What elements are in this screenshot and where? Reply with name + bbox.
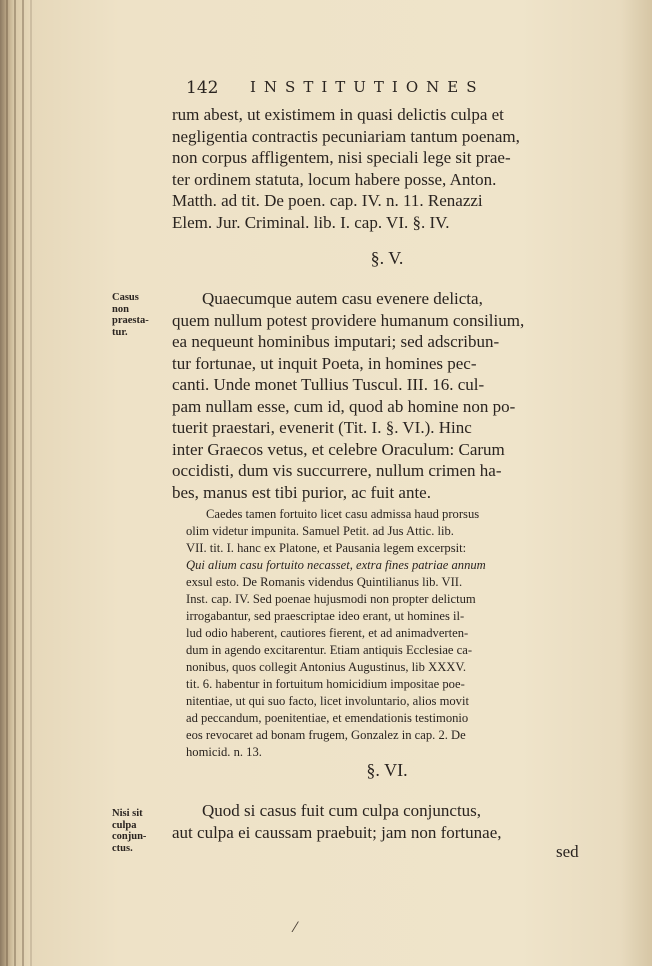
footnote-line: Caedes tamen fortuito licet casu admissa haud prorsus xyxy=(206,507,480,521)
text-line: bes, manus est tibi purior, ac fuit ante. xyxy=(172,482,431,502)
footnote-line: lud odio haberent, cautiores fierent, et ad animadverten- xyxy=(186,626,469,640)
footnote-line: olim videtur impunita. Samuel Petit. ad Jus Attic. lib. xyxy=(186,524,454,538)
text-block-section-5 xyxy=(172,288,602,503)
margin-note-line: praesta- xyxy=(112,315,149,326)
footnote-line: irrogabantur, sed praescriptae ideo erant, ut homines il- xyxy=(186,609,465,623)
margin-note-line: Nisi sit xyxy=(112,808,143,819)
footnote xyxy=(186,506,598,761)
margin-note-line: tur. xyxy=(112,326,128,338)
page-edge-4 xyxy=(30,0,32,966)
catchword: sed xyxy=(556,842,579,861)
text-line: ea nequeunt hominibus imputari; sed adscribun- xyxy=(172,332,500,351)
section-title-5: §. V. xyxy=(370,248,404,268)
text-line: Quaecumque autem casu evenere delicta, xyxy=(202,289,483,308)
section-title-6: §. VI. xyxy=(366,760,408,780)
text-line: pam nullam esse, cum id, quod ab homine non po- xyxy=(172,396,516,416)
footnote-line: VII. tit. I. hanc ex Platone, et Pausania legem excerpsit: xyxy=(186,541,467,555)
text-line: aut culpa ei caussam praebuit; jam non fortunae, xyxy=(172,822,502,842)
page-number: 142 xyxy=(186,78,219,98)
text-block-1 xyxy=(172,104,602,233)
ink-mark: ⁄ xyxy=(294,920,297,936)
footnote-line: ad peccandum, poenitentiae, et emendationis testimonio xyxy=(186,711,469,725)
text-line: rum abest, ut existimem in quasi delictis culpa et xyxy=(172,105,504,124)
text-line: tur fortunae, ut inquit Poeta, in homines pec- xyxy=(172,353,477,373)
page-edge-3 xyxy=(22,0,24,966)
text-line: non corpus affligentem, nisi speciali lege sit prae- xyxy=(172,148,511,167)
margin-note-line: ctus. xyxy=(112,842,133,854)
text-line: Quod si casus fuit cum culpa conjunctus, xyxy=(202,801,482,820)
footnote-line: tit. 6. habentur in fortuitum homicidium impositae poe- xyxy=(186,677,465,691)
text-line: ter ordinem statuta, locum habere posse, Anton. xyxy=(172,169,497,189)
text-line: inter Graecos vetus, et celebre Oraculum: Carum xyxy=(172,439,505,459)
margin-note-line: conjun- xyxy=(112,831,147,842)
text-line: tuerit praestari, evenerit (Tit. I. §. VI.). Hinc xyxy=(172,418,472,437)
margin-note-6 xyxy=(112,808,172,854)
footnote-line: nitentiae, ut qui suo facto, licet involuntario, alios movit xyxy=(186,694,469,708)
page-edge-2 xyxy=(14,0,16,966)
margin-note-line: non xyxy=(112,303,129,315)
page-edge-1 xyxy=(6,0,8,966)
footnote-line: dum in agendo excitarentur. Etiam antiquis Ecclesiae ca- xyxy=(186,643,473,657)
footnote-line: homicid. n. 13. xyxy=(186,745,262,759)
running-title: INSTITUTIONES xyxy=(250,78,485,96)
text-line: occidisti, dum vis succurrere, nullum crimen ha- xyxy=(172,461,502,480)
margin-note-line: culpa xyxy=(112,819,137,831)
margin-note-line: Casus xyxy=(112,292,139,303)
footnote-line: exsul esto. De Romanis videndus Quintilianus lib. VII. xyxy=(186,575,463,589)
text-line: Elem. Jur. Criminal. lib. I. cap. VI. §. IV. xyxy=(172,212,450,232)
text-line: quem nullum potest providere humanum consilium, xyxy=(172,310,525,330)
footnote-line: nonibus, quos collegit Antonius Augustinus, lib XXXV. xyxy=(186,660,467,674)
footnote-line: Qui alium casu fortuito necasset, extra fines patriae annum xyxy=(186,558,486,572)
text-line: canti. Unde monet Tullius Tuscul. III. 16. cul- xyxy=(172,375,485,394)
footnote-line: eos revocaret ad bonam frugem, Gonzalez in cap. 2. De xyxy=(186,728,466,742)
page-header xyxy=(186,78,606,106)
text-line: negligentia contractis pecuniariam tantum poenam, xyxy=(172,126,520,146)
text-block-section-6 xyxy=(172,800,602,843)
text-line: Matth. ad tit. De poen. cap. IV. n. 11. Renazzi xyxy=(172,191,483,210)
footnote-line: Inst. cap. IV. Sed poenae hujusmodi non propter delictum xyxy=(186,592,476,606)
margin-note-5 xyxy=(112,292,172,338)
